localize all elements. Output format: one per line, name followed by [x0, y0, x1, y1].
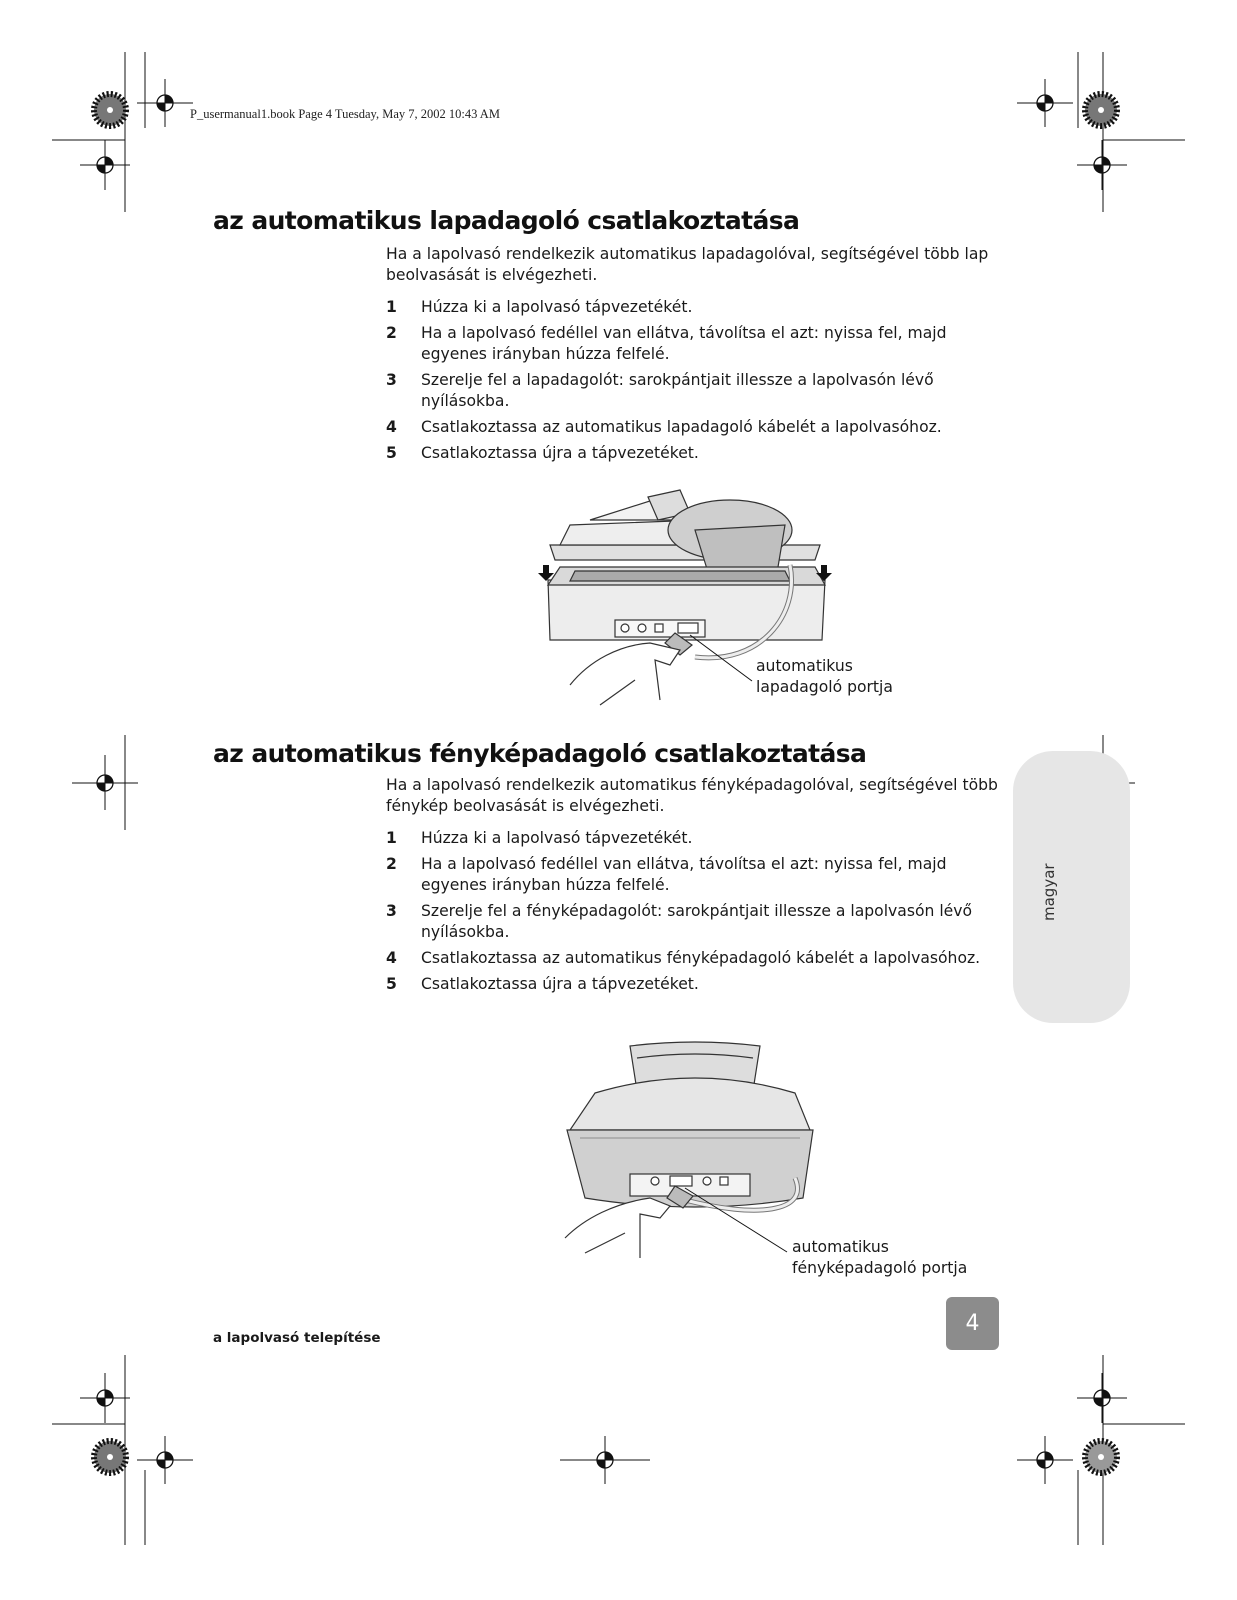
registration-mark-lower-right [1077, 1373, 1127, 1423]
section2-title: az automatikus fényképadagoló csatlakoztatása [213, 739, 867, 768]
language-side-tab [1013, 751, 1130, 1023]
list-item: 2 Ha a lapolvasó fedéllel van ellátva, távolítsa el azt: nyissa fel, majd egyenes irányban húzza felfelé. [386, 324, 947, 363]
list-item: 4 Csatlakoztassa az automatikus fényképadagoló kábelét a lapolvasóhoz. [386, 949, 981, 967]
star-target-top-right [1085, 94, 1117, 126]
section1-callout: automatikus lapadagoló portja [756, 657, 893, 696]
star-target-bottom-right [1085, 1441, 1117, 1473]
section2-steps [386, 828, 1001, 1000]
section2-callout: automatikus fényképadagoló portja [792, 1238, 968, 1277]
registration-mark-bottom-center [560, 1436, 650, 1484]
list-item: 3 Szerelje fel a lapadagolót: sarokpántjait illessze a lapolvasón lévő nyílásokba. [386, 371, 934, 410]
list-item: 4 Csatlakoztassa az automatikus lapadagoló kábelét a lapolvasóhoz. [386, 418, 942, 436]
footer-section-label: a lapolvasó telepítése [213, 1330, 381, 1346]
section1-intro: Ha a lapolvasó rendelkezik automatikus lapadagolóval, segítségével több lap beolvasását is elvégezheti. [386, 245, 989, 284]
list-item: 5 Csatlakoztassa újra a tápvezetéket. [386, 975, 699, 993]
list-item: 2 Ha a lapolvasó fedéllel van ellátva, távolítsa el azt: nyissa fel, majd egyenes irányban húzza felfelé. [386, 855, 947, 894]
language-tab-label: magyar [1040, 863, 1058, 921]
registration-mark-mid-left [72, 755, 138, 810]
list-item: 1 Húzza ki a lapolvasó tápvezetékét. [386, 829, 693, 847]
registration-mark-upper-left [80, 140, 130, 190]
registration-mark-lower-left [80, 1373, 130, 1423]
section2-intro: Ha a lapolvasó rendelkezik automatikus fényképadagolóval, segítségével több fénykép beolvasását is elvégezheti. [386, 776, 998, 815]
file-info-header: P_usermanual1.book Page 4 Tuesday, May 7, 2002 10:43 AM [190, 107, 500, 121]
registration-mark-bottom-right [1017, 1436, 1073, 1484]
list-item: 1 Húzza ki a lapolvasó tápvezetékét. [386, 298, 693, 316]
list-item: 3 Szerelje fel a fényképadagolót: sarokpántjait illessze a lapolvasón lévő nyílásokba. [386, 902, 973, 941]
section1-steps [386, 297, 1001, 469]
star-target-bottom-left [94, 1441, 126, 1473]
scanner-photo-feeder-illustration [555, 1038, 815, 1263]
registration-mark-top-right [1017, 79, 1073, 127]
section1-title: az automatikus lapadagoló csatlakoztatása [213, 206, 800, 235]
page-number-badge: 4 [946, 1297, 999, 1350]
star-target-top-left [94, 94, 126, 126]
list-item: 5 Csatlakoztassa újra a tápvezetéket. [386, 444, 699, 462]
registration-mark-upper-right [1077, 140, 1127, 190]
